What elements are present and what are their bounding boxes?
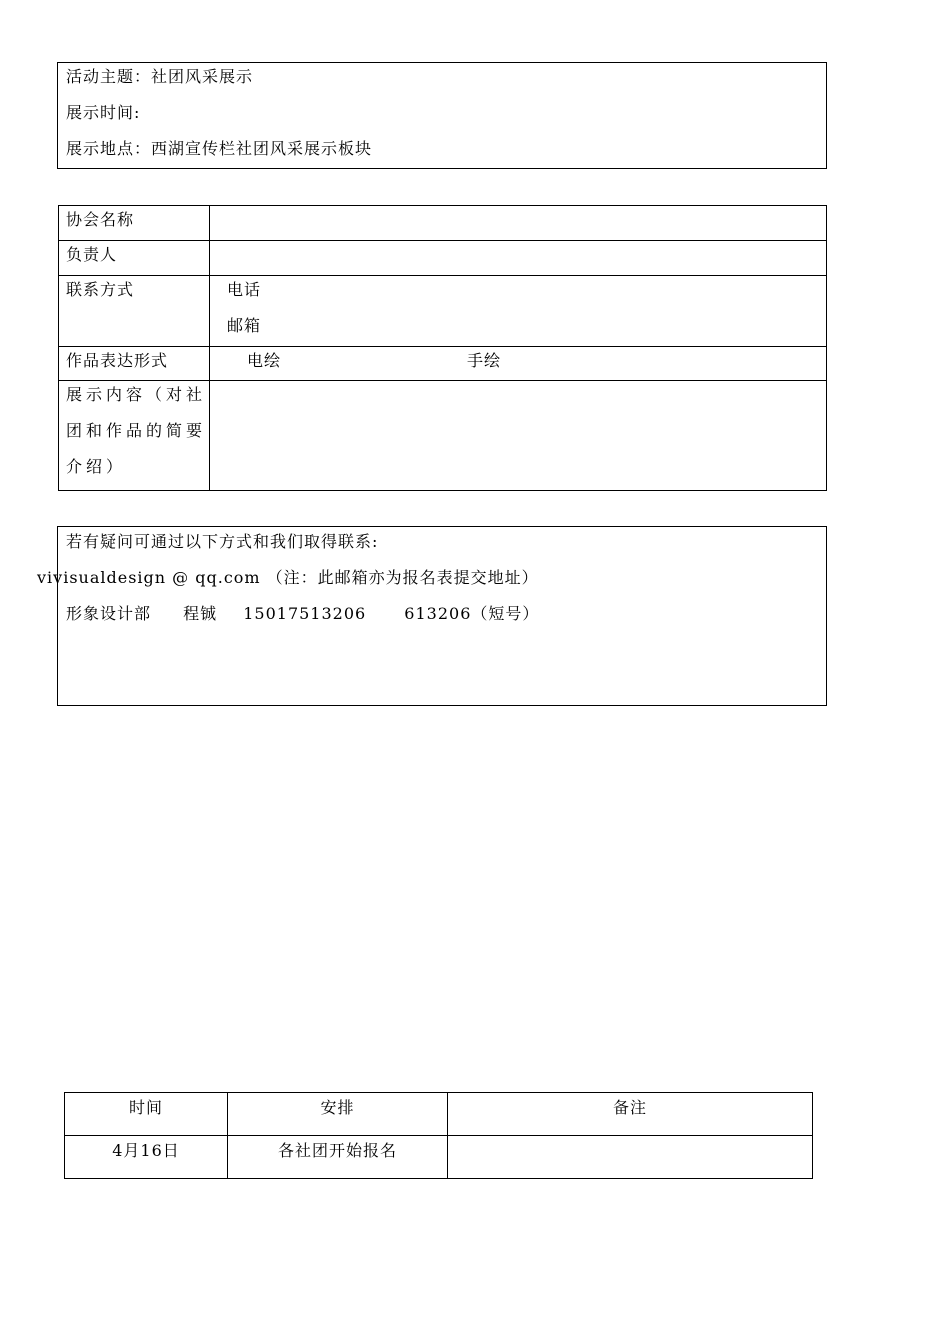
schedule-row-time (65, 1136, 228, 1179)
table-row (65, 1136, 813, 1179)
email-label: 邮箱 (227, 316, 262, 335)
assoc-name-label-cell (59, 206, 210, 241)
contact-info-box (37, 526, 827, 706)
contact-label: 联系方式 (66, 280, 135, 299)
leader-label-cell (59, 241, 210, 276)
schedule-table (64, 1092, 813, 1179)
content-label-line1: 展示内容（对社 (66, 385, 207, 404)
schedule-header-note-text: 备注 (612, 1098, 647, 1117)
contact-short: 613206（短号） (404, 604, 540, 623)
contact-dept: 形象设计部 (66, 604, 152, 623)
activity-info-box (57, 62, 827, 169)
format-label: 作品表达形式 (66, 351, 169, 370)
registration-form-table (58, 205, 827, 491)
assoc-name-field[interactable] (210, 206, 827, 241)
content-label-line3: 介绍） (66, 457, 127, 476)
contact-person: 程铖 (183, 604, 218, 623)
format-option-electronic[interactable]: 电绘 (247, 351, 282, 370)
contact-field[interactable] (210, 276, 827, 347)
assoc-name-label: 协会名称 (66, 210, 135, 229)
format-field[interactable] (210, 347, 827, 381)
leader-label: 负责人 (66, 245, 118, 264)
content-label (59, 373, 209, 485)
contact-email: vivisualdesign @ qq.com （注：此邮箱亦为报名表提交地址） (37, 568, 539, 587)
schedule-header-time (65, 1093, 228, 1136)
schedule-header-arrangement-text: 安排 (320, 1098, 355, 1117)
schedule-row-arrangement-text: 各社团开始报名 (277, 1141, 397, 1160)
content-field[interactable] (210, 381, 827, 491)
activity-location: 展示地点：西湖宣传栏社团风采展示板块 (66, 139, 373, 158)
schedule-row-time-text: 4月16日 (112, 1141, 180, 1160)
content-label-cell (59, 381, 210, 491)
contact-label-cell (59, 276, 210, 347)
contact-intro: 若有疑问可通过以下方式和我们取得联系: (66, 532, 379, 551)
contact-dept-line (66, 604, 539, 624)
contact-phone: 15017513206 (243, 604, 367, 623)
leader-field[interactable] (210, 241, 827, 276)
schedule-row-note (448, 1136, 813, 1179)
schedule-row-arrangement (228, 1136, 448, 1179)
schedule-header-time-text: 时间 (128, 1098, 163, 1117)
schedule-header-arrangement (228, 1093, 448, 1136)
activity-theme: 活动主题：社团风采展示 (66, 67, 254, 86)
format-option-hand[interactable]: 手绘 (467, 351, 502, 370)
phone-label: 电话 (227, 280, 262, 299)
content-label-line2: 团和作品的简要 (66, 421, 207, 440)
schedule-row-note-text (448, 1136, 812, 1141)
activity-time: 展示时间: (66, 103, 141, 122)
schedule-header-note (448, 1093, 813, 1136)
